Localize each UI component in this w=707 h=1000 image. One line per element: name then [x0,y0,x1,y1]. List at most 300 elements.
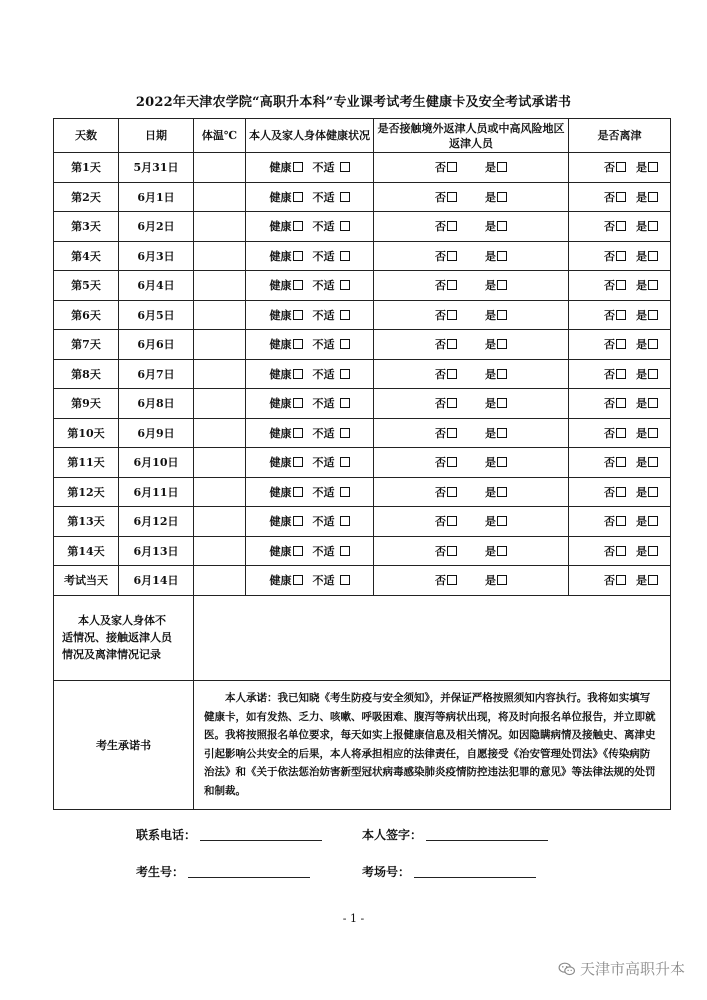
option-unwell-label: 不适 [312,279,335,293]
option-unwell-label: 不适 [312,485,335,499]
contact-cell [374,536,569,566]
temperature-input[interactable] [194,212,246,242]
unwell-checkbox[interactable] [340,310,350,320]
table-row [54,182,671,212]
healthy-checkbox[interactable] [293,192,303,202]
healthy-checkbox[interactable] [293,487,303,497]
table-row [54,241,671,271]
health-status-cell [246,182,374,212]
leave-yes-checkbox[interactable] [648,457,658,467]
signature-field [362,826,548,843]
leave-yes-checkbox[interactable] [648,398,658,408]
contact-yes-checkbox[interactable] [497,369,507,379]
leave-yes-checkbox[interactable] [648,487,658,497]
leave-yes-checkbox[interactable] [648,192,658,202]
unwell-checkbox[interactable] [340,251,350,261]
leave-no-checkbox[interactable] [616,398,626,408]
option-healthy-label: 健康 [269,544,292,558]
contact-yes-checkbox[interactable] [497,162,507,172]
option-no-label: 否 [604,249,615,263]
contact-no-checkbox[interactable] [447,398,457,408]
leave-no-checkbox[interactable] [616,369,626,379]
unwell-checkbox[interactable] [340,398,350,408]
leave-cell [569,153,671,183]
option-no-label: 否 [435,397,446,411]
leave-no-checkbox[interactable] [616,457,626,467]
option-yes-label: 是 [485,338,496,352]
option-yes-label: 是 [636,279,647,293]
leave-cell [569,477,671,507]
option-no-label: 否 [435,249,446,263]
health-status-cell [246,566,374,596]
table-header-row [54,119,671,153]
leave-yes-checkbox[interactable] [648,339,658,349]
contact-no-checkbox[interactable] [447,457,457,467]
leave-yes-checkbox[interactable] [648,546,658,556]
temperature-input[interactable] [194,507,246,537]
leave-no-checkbox[interactable] [616,546,626,556]
health-status-cell [246,330,374,360]
day-cell: 第4天 [54,241,119,271]
leave-yes-checkbox[interactable] [648,310,658,320]
leave-yes-checkbox[interactable] [648,162,658,172]
temperature-input[interactable] [194,536,246,566]
promise-row [54,680,671,809]
contact-yes-checkbox[interactable] [497,546,507,556]
table-row [54,212,671,242]
unwell-checkbox[interactable] [340,487,350,497]
option-healthy-label: 健康 [269,279,292,293]
signature-input[interactable] [426,828,548,841]
header-contact: 是否接触境外返津人员或中高风险地区返津人员 [374,119,569,153]
contact-yes-checkbox[interactable] [497,428,507,438]
option-no-label: 否 [604,485,615,499]
option-healthy-label: 健康 [269,515,292,529]
date-cell: 6月12日 [119,507,194,537]
option-unwell-label: 不适 [312,220,335,234]
healthy-checkbox[interactable] [293,398,303,408]
unwell-checkbox[interactable] [340,428,350,438]
option-yes-label: 是 [636,574,647,588]
leave-no-checkbox[interactable] [616,516,626,526]
day-cell: 第7天 [54,330,119,360]
contact-yes-checkbox[interactable] [497,457,507,467]
option-yes-label: 是 [485,161,496,175]
day-cell: 第10天 [54,418,119,448]
contact-yes-checkbox[interactable] [497,398,507,408]
option-yes-label: 是 [485,426,496,440]
leave-no-checkbox[interactable] [616,339,626,349]
unwell-checkbox[interactable] [340,457,350,467]
health-status-cell [246,153,374,183]
health-status-cell [246,507,374,537]
contact-no-checkbox[interactable] [447,575,457,585]
option-yes-label: 是 [636,485,647,499]
unwell-checkbox[interactable] [340,369,350,379]
table-row [54,359,671,389]
option-yes-label: 是 [636,338,647,352]
contact-cell [374,448,569,478]
leave-cell [569,448,671,478]
option-healthy-label: 健康 [269,161,292,175]
option-unwell-label: 不适 [312,456,335,470]
unwell-checkbox[interactable] [340,546,350,556]
option-unwell-label: 不适 [312,515,335,529]
day-cell: 第1天 [54,153,119,183]
date-cell: 6月11日 [119,477,194,507]
option-no-label: 否 [435,190,446,204]
leave-cell [569,418,671,448]
option-yes-label: 是 [636,190,647,204]
healthy-checkbox[interactable] [293,546,303,556]
signature-label: 本人签字： [362,828,423,842]
option-yes-label: 是 [636,220,647,234]
contact-yes-checkbox[interactable] [497,310,507,320]
temperature-input[interactable] [194,153,246,183]
option-yes-label: 是 [636,249,647,263]
option-yes-label: 是 [485,367,496,381]
leave-cell [569,566,671,596]
phone-field [136,826,322,843]
option-healthy-label: 健康 [269,456,292,470]
option-yes-label: 是 [636,367,647,381]
contact-cell [374,359,569,389]
room-number-field [362,863,536,880]
option-no-label: 否 [435,161,446,175]
date-cell: 6月13日 [119,536,194,566]
option-no-label: 否 [604,190,615,204]
contact-no-checkbox[interactable] [447,251,457,261]
temperature-input[interactable] [194,418,246,448]
option-yes-label: 是 [636,161,647,175]
contact-cell [374,300,569,330]
day-cell: 第5天 [54,271,119,301]
option-unwell-label: 不适 [312,367,335,381]
leave-cell [569,182,671,212]
temperature-input[interactable] [194,448,246,478]
room-number-input[interactable] [414,865,536,878]
leave-cell [569,241,671,271]
wechat-icon [558,962,576,976]
unwell-checkbox[interactable] [340,575,350,585]
watermark [558,958,685,979]
option-no-label: 否 [435,367,446,381]
temperature-input[interactable] [194,477,246,507]
contact-yes-checkbox[interactable] [497,251,507,261]
exam-number-field [136,863,310,880]
option-no-label: 否 [435,574,446,588]
option-no-label: 否 [604,220,615,234]
exam-number-input[interactable] [188,865,310,878]
option-no-label: 否 [435,308,446,322]
option-yes-label: 是 [485,397,496,411]
option-healthy-label: 健康 [269,190,292,204]
option-yes-label: 是 [636,397,647,411]
contact-no-checkbox[interactable] [447,280,457,290]
table-row [54,418,671,448]
room-number-label: 考场号： [362,865,411,879]
temperature-input[interactable] [194,271,246,301]
option-yes-label: 是 [485,220,496,234]
header-date: 日期 [119,119,194,153]
day-cell: 第9天 [54,389,119,419]
day-cell: 第14天 [54,536,119,566]
table-row [54,566,671,596]
header-temperature: 体温℃ [194,119,246,153]
unwell-checkbox[interactable] [340,162,350,172]
option-yes-label: 是 [485,456,496,470]
healthy-checkbox[interactable] [293,251,303,261]
health-card-table [53,118,671,810]
healthy-checkbox[interactable] [293,369,303,379]
option-no-label: 否 [604,279,615,293]
leave-no-checkbox[interactable] [616,428,626,438]
option-healthy-label: 健康 [269,220,292,234]
table-row [54,300,671,330]
leave-no-checkbox[interactable] [616,251,626,261]
contact-no-checkbox[interactable] [447,546,457,556]
document-title: 2022年天津农学院“高职升本科”专业课考试考生健康卡及安全考试承诺书 [135,95,572,110]
option-healthy-label: 健康 [269,308,292,322]
temperature-input[interactable] [194,182,246,212]
contact-yes-checkbox[interactable] [497,221,507,231]
option-yes-label: 是 [485,190,496,204]
option-no-label: 否 [604,397,615,411]
promise-label: 考生承诺书 [54,680,194,809]
date-cell: 6月2日 [119,212,194,242]
contact-cell [374,241,569,271]
table-row [54,507,671,537]
date-cell: 6月4日 [119,271,194,301]
health-status-cell [246,477,374,507]
contact-no-checkbox[interactable] [447,369,457,379]
option-unwell-label: 不适 [312,190,335,204]
unwell-checkbox[interactable] [340,221,350,231]
day-cell: 第11天 [54,448,119,478]
health-status-cell [246,448,374,478]
contact-yes-checkbox[interactable] [497,516,507,526]
day-cell: 第13天 [54,507,119,537]
option-no-label: 否 [604,161,615,175]
option-no-label: 否 [604,544,615,558]
temperature-input[interactable] [194,300,246,330]
option-no-label: 否 [435,544,446,558]
leave-no-checkbox[interactable] [616,192,626,202]
healthy-checkbox[interactable] [293,310,303,320]
leave-cell [569,212,671,242]
option-yes-label: 是 [485,308,496,322]
option-healthy-label: 健康 [269,249,292,263]
day-cell: 第12天 [54,477,119,507]
option-no-label: 否 [604,456,615,470]
exam-number-label: 考生号： [136,865,185,879]
header-health-status: 本人及家人身体健康状况 [246,119,374,153]
date-cell: 6月7日 [119,359,194,389]
date-cell: 6月5日 [119,300,194,330]
leave-yes-checkbox[interactable] [648,516,658,526]
health-status-cell [246,418,374,448]
leave-cell [569,389,671,419]
healthy-checkbox[interactable] [293,280,303,290]
contact-cell [374,477,569,507]
contact-no-checkbox[interactable] [447,339,457,349]
leave-yes-checkbox[interactable] [648,221,658,231]
contact-no-checkbox[interactable] [447,310,457,320]
health-status-cell [246,359,374,389]
leave-no-checkbox[interactable] [616,575,626,585]
option-no-label: 否 [604,515,615,529]
contact-no-checkbox[interactable] [447,487,457,497]
option-no-label: 否 [435,515,446,529]
leave-cell [569,271,671,301]
option-yes-label: 是 [485,544,496,558]
option-healthy-label: 健康 [269,485,292,499]
option-unwell-label: 不适 [312,338,335,352]
contact-cell [374,566,569,596]
option-no-label: 否 [435,279,446,293]
contact-yes-checkbox[interactable] [497,575,507,585]
promise-text: 本人承诺：我已知晓《考生防疫与安全须知》，并保证严格按照须知内容执行。我将如实填写健康卡，如有发热、乏力、咳嗽、呼吸困难、腹泻等病状出现，将及时向报名单位报告，并立即就医。我将按照报名单位要求，每天如实上报健康信息及相关情况。如因隐瞒病情及接触史、离津史引起影响公共安全的后果，本人将承担相应的法律责任，自愿接受《治安管理处罚法》《传染病防治法》和《关于依法惩治妨害新型冠状病毒感染肺炎疫情防控违法犯罪的意见》等法律法规的处罚和制裁。 [194,680,671,809]
contact-no-checkbox[interactable] [447,516,457,526]
day-cell: 考试当天 [54,566,119,596]
contact-cell [374,330,569,360]
table-row [54,271,671,301]
day-cell: 第3天 [54,212,119,242]
leave-cell [569,330,671,360]
watermark-text: 天津市高职升本 [579,960,685,978]
healthy-checkbox[interactable] [293,221,303,231]
option-no-label: 否 [435,338,446,352]
option-yes-label: 是 [636,544,647,558]
day-cell: 第8天 [54,359,119,389]
healthy-checkbox[interactable] [293,162,303,172]
date-cell: 6月6日 [119,330,194,360]
leave-no-checkbox[interactable] [616,221,626,231]
contact-yes-checkbox[interactable] [497,339,507,349]
option-unwell-label: 不适 [312,426,335,440]
table-row [54,536,671,566]
health-status-cell [246,536,374,566]
contact-yes-checkbox[interactable] [497,487,507,497]
day-cell: 第6天 [54,300,119,330]
option-no-label: 否 [604,367,615,381]
contact-yes-checkbox[interactable] [497,192,507,202]
temperature-input[interactable] [194,389,246,419]
contact-cell [374,271,569,301]
option-yes-label: 是 [636,426,647,440]
unwell-checkbox[interactable] [340,516,350,526]
health-status-cell [246,271,374,301]
contact-no-checkbox[interactable] [447,221,457,231]
contact-no-checkbox[interactable] [447,162,457,172]
health-status-cell [246,212,374,242]
table-row [54,153,671,183]
healthy-checkbox[interactable] [293,339,303,349]
option-healthy-label: 健康 [269,426,292,440]
option-unwell-label: 不适 [312,397,335,411]
unwell-checkbox[interactable] [340,339,350,349]
health-status-cell [246,300,374,330]
date-cell: 6月10日 [119,448,194,478]
contact-cell [374,389,569,419]
option-unwell-label: 不适 [312,161,335,175]
unwell-checkbox[interactable] [340,280,350,290]
healthy-checkbox[interactable] [293,428,303,438]
day-cell: 第2天 [54,182,119,212]
option-unwell-label: 不适 [312,544,335,558]
contact-no-checkbox[interactable] [447,192,457,202]
option-healthy-label: 健康 [269,574,292,588]
option-no-label: 否 [435,426,446,440]
leave-no-checkbox[interactable] [616,310,626,320]
unwell-checkbox[interactable] [340,192,350,202]
contact-cell [374,182,569,212]
contact-cell [374,212,569,242]
option-no-label: 否 [604,308,615,322]
option-yes-label: 是 [485,574,496,588]
contact-cell [374,507,569,537]
healthy-checkbox[interactable] [293,575,303,585]
contact-no-checkbox[interactable] [447,428,457,438]
table-row [54,389,671,419]
leave-yes-checkbox[interactable] [648,251,658,261]
option-yes-label: 是 [485,485,496,499]
phone-label: 联系电话： [136,828,197,842]
record-input-area[interactable] [194,595,671,680]
leave-no-checkbox[interactable] [616,280,626,290]
record-row [54,595,671,680]
leave-cell [569,300,671,330]
healthy-checkbox[interactable] [293,457,303,467]
option-no-label: 否 [435,485,446,499]
leave-cell [569,536,671,566]
date-cell: 6月1日 [119,182,194,212]
temperature-input[interactable] [194,359,246,389]
option-healthy-label: 健康 [269,338,292,352]
contact-yes-checkbox[interactable] [497,280,507,290]
option-no-label: 否 [604,426,615,440]
leave-cell [569,507,671,537]
temperature-input[interactable] [194,241,246,271]
table-row [54,448,671,478]
leave-yes-checkbox[interactable] [648,369,658,379]
leave-yes-checkbox[interactable] [648,428,658,438]
date-cell: 6月3日 [119,241,194,271]
healthy-checkbox[interactable] [293,516,303,526]
table-row [54,477,671,507]
option-yes-label: 是 [636,456,647,470]
temperature-input[interactable] [194,566,246,596]
contact-cell [374,153,569,183]
option-no-label: 否 [435,456,446,470]
option-no-label: 否 [435,220,446,234]
contact-cell [374,418,569,448]
table-row [54,330,671,360]
leave-no-checkbox[interactable] [616,487,626,497]
header-day: 天数 [54,119,119,153]
option-yes-label: 是 [485,279,496,293]
date-cell: 5月31日 [119,153,194,183]
temperature-input[interactable] [194,330,246,360]
page-number: - 1 - [342,912,365,925]
date-cell: 6月14日 [119,566,194,596]
phone-input[interactable] [200,828,322,841]
leave-yes-checkbox[interactable] [648,575,658,585]
option-healthy-label: 健康 [269,397,292,411]
health-status-cell [246,389,374,419]
leave-yes-checkbox[interactable] [648,280,658,290]
leave-no-checkbox[interactable] [616,162,626,172]
